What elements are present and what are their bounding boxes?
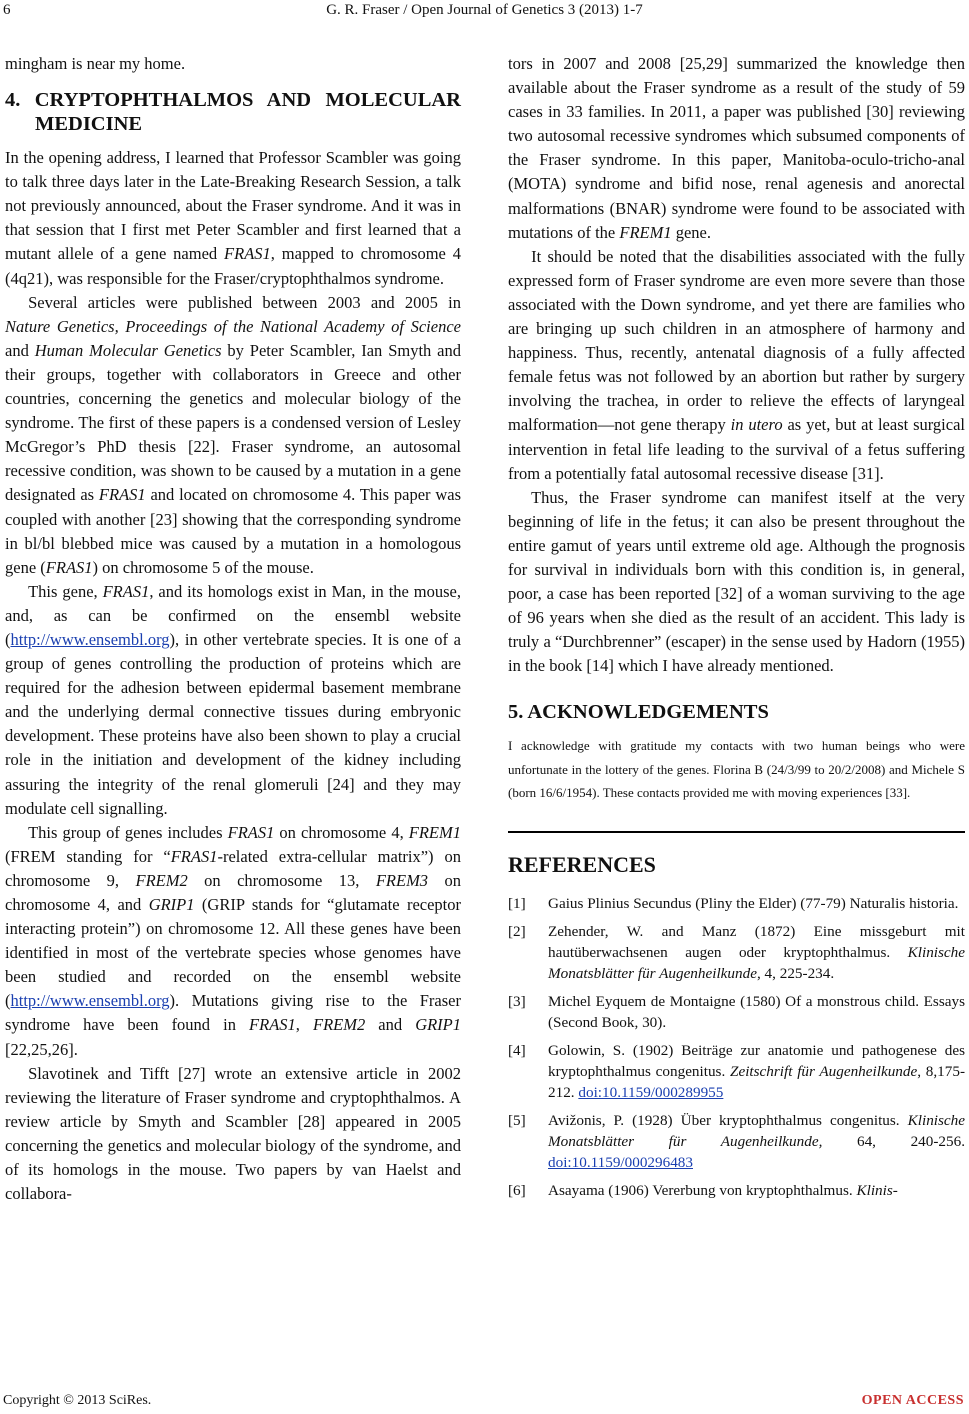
ensembl-link[interactable]: http://www.ensembl.org — [10, 629, 170, 649]
running-title: G. R. Fraser / Open Journal of Genetics 3 (2013) 1-7 — [326, 2, 643, 18]
section-heading: 4. CRYPTOPHTHALMOS AND MOLECULAR MEDICINE — [5, 89, 461, 136]
left-column — [5, 52, 461, 1206]
references-heading: REFERENCES — [508, 851, 656, 877]
section-heading: 5. ACKNOWLEDGEMENTS — [508, 701, 769, 724]
open-access-label: OPEN ACCESS — [861, 1393, 964, 1408]
paragraph: Several articles were published between 2003 and 2005 in Nature Genetics, Proceedings of the National Academy of Science and Human Molecular Genetics by Peter Scambler, Ian Smyth and their groups, together with collaborators in Greece and other countries, concerning the genetics and molecular biology of the syndrome. The first of these papers is a condensed version of Lesley McGregor’s PhD thesis [22]. Fraser syndrome, an autosomal recessive condition, was shown to be caused by a mutation in a gene designated as FRAS1 and located on chromosome 4. This paper was coupled with another [23] showing that the corresponding syndrome in bl/bl blebbed mice was caused by a mutation in a homologous gene (FRAS1) on chromosome 5 of the mouse. — [5, 292, 461, 577]
page-number: 6 — [3, 2, 11, 18]
ensembl-link[interactable]: http://www.ensembl.org — [10, 991, 170, 1011]
reference-item: [5] Avižonis, P. (1928) Über kryptophthalmus congenitus. Klinische Monatsblätter für Augenheilkunde, 64, 240-256. doi:10.1159/000296483 — [508, 1111, 965, 1171]
reference-item: [1] Gaius Plinius Secundus (Pliny the Elder) (77-79) Naturalis historia. — [508, 894, 959, 912]
reference-item: [6] Asayama (1906) Vererbung von kryptophthalmus. Klinis- — [508, 1181, 898, 1199]
reference-list — [508, 893, 965, 1201]
paragraph: tors in 2007 and 2008 [25,29] summarized the knowledge then available about the Fraser syndrome as a result of the study of 59 cases in 33 families. In 2011, a paper was published [30] reviewing two autosomal recessive syndromes which subsumed components of the Fraser syndrome. In this paper, Manitoba-oculo-tricho-anal (MOTA) syndrome and bifid nose, renal agenesis and anorectal malformations (BNAR) syndrome were found to be associated with mutations of the FREM1 gene. — [508, 54, 965, 242]
doi-link[interactable]: doi:10.1159/000289955 — [578, 1083, 724, 1101]
running-header — [0, 0, 969, 30]
paragraph: This gene, FRAS1, and its homologs exist in Man, in the mouse, and, as can be confirmed on the ensembl website (http://www.ensembl.org), in other vertebrate species. It is one of a group of genes controlling the production of proteins which are required for the adhesion between epidermal basement membrane and the underlying dermal connective tissues during embryonic development. These proteins have also been shown to play a crucial role in the initiation and development of the kidney including assuring the integrity of the renal glomeruli [24] and they may modulate cell signalling. — [5, 581, 461, 818]
right-column — [508, 52, 965, 1208]
paragraph: Slavotinek and Tifft [27] wrote an extensive article in 2002 reviewing the literature of Fraser syndrome and cryptophthalmos. A review article by Smyth and Scambler [28] appeared in 2005 concerning the genetics and molecular biology of the syndrome, and of its homologs in the mouse. Two papers by van Haelst and collabora- — [5, 1063, 461, 1204]
paragraph: Thus, the Fraser syndrome can manifest itself at the very beginning of life in the fetus; it can also be present throughout the entire gamut of years until extreme old age. Although the prognosis for survival in individuals born with this condition is, in general, poor, a case has been reported [32] of a woman surviving to the age of 96 years when she died as the result of an accident. This lady is truly a “Durchbrenner” (escaper) in the sense used by Hadorn (1955) in the book [14] which I have already mentioned. — [508, 487, 965, 676]
divider — [508, 831, 965, 833]
reference-item: [2] Zehender, W. and Manz (1872) Eine missgeburt mit hautüberwachsenen augen oder kryptophthalmus. Klinische Monatsblätter für Augenheilkunde, 4, 225-234. — [508, 922, 965, 982]
copyright-notice: Copyright © 2013 SciRes. — [3, 1393, 152, 1408]
reference-item: [4] Golowin, S. (1902) Beiträge zur anatomie und pathogenese des kryptophthalmus congenitus. Zeitschrift für Augenheilkunde, 8,175-212. doi:10.1159/000289955 — [508, 1041, 966, 1101]
paragraph: In the opening address, I learned that Professor Scambler was going to talk three days later in the Late-Breaking Research Session, a talk not previously announced, about the Fraser syndrome. And it was in that session that I first met Peter Scambler and first learned that a mutant allele of a gene named FRAS1, mapped to chromosome 4 (4q21), was responsible for the Fraser/cryptophthalmos syndrome. — [5, 148, 461, 288]
paragraph: mingham is near my home. — [5, 54, 186, 73]
doi-link[interactable]: doi:10.1159/000296483 — [548, 1153, 693, 1171]
paragraph: It should be noted that the disabilities associated with the fully expressed form of Fraser syndrome are even more severe than those associated with the Down syndrome, and yet there are families who are bringing up such children in an atmosphere of harmony and happiness. Thus, recently, antenatal diagnosis of a fully affected female fetus was not followed by an abortion but rather by surgery involving the trachea, in order to relieve the effects of laryngeal malformation—not gene therapy in utero as yet, but at least surgical intervention in fetal life leading to the survival of a fetus suffering from a potentially fatal autosomal recessive disease [31]. — [508, 246, 965, 483]
paragraph: This group of genes includes FRAS1 on chromosome 4, FREM1 (FREM standing for “FRAS1-related extra-cellular matrix”) on chromosome 9, FREM2 on chromosome 13, FREM3 on chromosome 4, and GRIP1 (GRIP stands for “glutamate receptor interacting protein”) on chromosome 12. All these genes have been identified in most of the vertebrate species whose genomes have been studied and recorded on the ensembl website (http://www.ensembl.org). Mutations giving rise to the Fraser syndrome have been found in FRAS1, FREM2 and GRIP1 [22,25,26]. — [5, 822, 462, 1059]
reference-item: [3] Michel Eyquem de Montaigne (1580) Of a monstrous child. Essays (Second Book, 30). — [508, 992, 965, 1031]
acknowledgement-text: I acknowledge with gratitude my contacts with two human beings who were unfortunate in the lottery of the genes. Florina B (24/3/99 to 20/2/2008) and Michele S (born 16/6/1954). These contacts provided me with moving experiences [33]. — [508, 738, 965, 801]
